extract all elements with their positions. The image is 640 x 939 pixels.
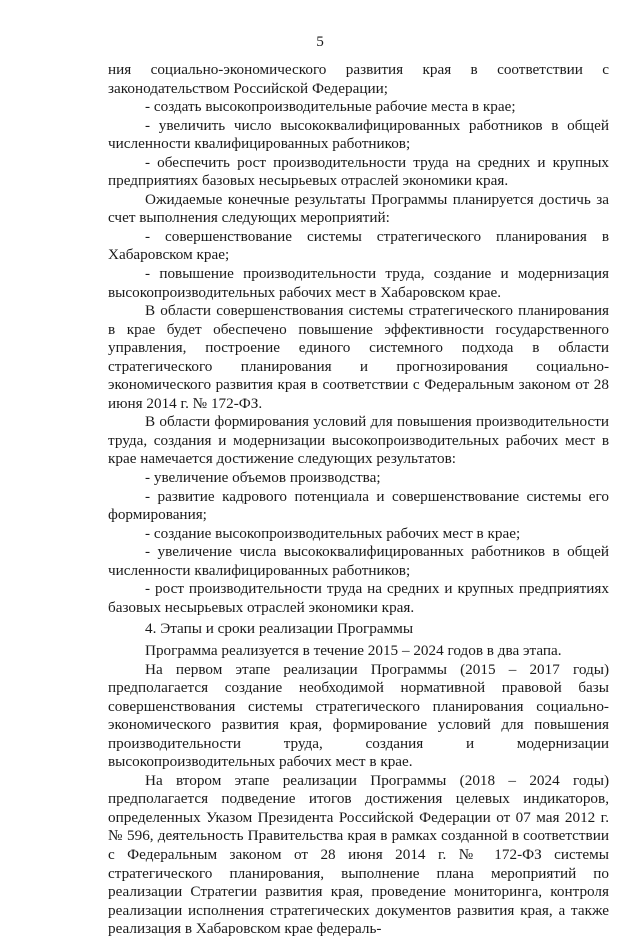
paragraph: Программа реализуется в течение 2015 – 2024 годов в два этапа.: [145, 641, 562, 659]
section-heading: 4. Этапы и сроки реализации Программы: [145, 620, 414, 638]
paragraph-continuation: ния социально-экономического развития края в соответствии с законодательством Российской Федерации;: [108, 61, 609, 97]
paragraph: На втором этапе реализации Программы (2018 – 2024 годы) предполагается подведение итогов достижения целевых индикаторов, определенных Указом Президента Российской Федерации от 07 мая 2012 г. № 596, деятельность Правительства края в рамках созданной в соответствии с Федеральным законом от 28 июня 2014 г. № 172-ФЗ системы стратегического планирования, выполнение плана мероприятий по реализации Стратегии развития края, проведение мониторинга, контроля реализации исполнения стратегических документов развития края, а также реализация в Хабаровском крае федераль-: [108, 771, 609, 938]
list-item: - создание высокопроизводительных рабочих мест в крае;: [145, 524, 521, 542]
page-number: 5: [316, 33, 324, 50]
paragraph: В области формирования условий для повышения производительности труда, создания и модернизации высокопроизводительных рабочих мест в крае намечается достижение следующих результатов:: [108, 413, 609, 468]
paragraph: Ожидаемые конечные результаты Программы планируется достичь за счет выполнения следующих мероприятий:: [108, 190, 609, 227]
list-item: - повышение производительности труда, создание и модернизация высокопроизводительных рабочих мест в Хабаровском крае.: [108, 265, 609, 301]
document-body: [108, 61, 609, 939]
paragraph: На первом этапе реализации Программы (2015 – 2017 годы) предполагается создание необходимой нормативной правовой базы совершенствования системы стратегического планирования социально-экономического развития края, формирование условий для повышения производительности труда, создания и модернизации высокопроизводительных рабочих мест в крае.: [108, 660, 609, 771]
list-item: - развитие кадрового потенциала и совершенствование системы его формирования;: [108, 487, 609, 524]
list-item: - увеличение числа высококвалифицированных работников в общей численности квалифицированных работников;: [108, 543, 609, 579]
paragraph: В области совершенствования системы стратегического планирования в крае будет обеспечено повышение эффективности государственного управления, построение единого системного подхода в области стратегического планирования и прогнозирования социально-экономического развития края в соответствии с Федеральным законом от 28 июня 2014 г. № 172-ФЗ.: [108, 302, 609, 412]
list-item: - совершенствование системы стратегического планирования в Хабаровском крае;: [108, 227, 609, 264]
list-item: - увеличение объемов производства;: [145, 469, 381, 487]
list-item: - увеличить число высококвалифицированных работников в общей численности квалифицированных работников;: [108, 116, 609, 153]
list-item: - создать высокопроизводительные рабочие места в крае;: [145, 98, 516, 116]
list-item: - рост производительности труда на средних и крупных предприятиях базовых несырьевых отраслей экономики края.: [108, 580, 609, 616]
list-item: - обеспечить рост производительности труда на средних и крупных предприятиях базовых несырьевых отраслей экономики края.: [108, 153, 609, 190]
